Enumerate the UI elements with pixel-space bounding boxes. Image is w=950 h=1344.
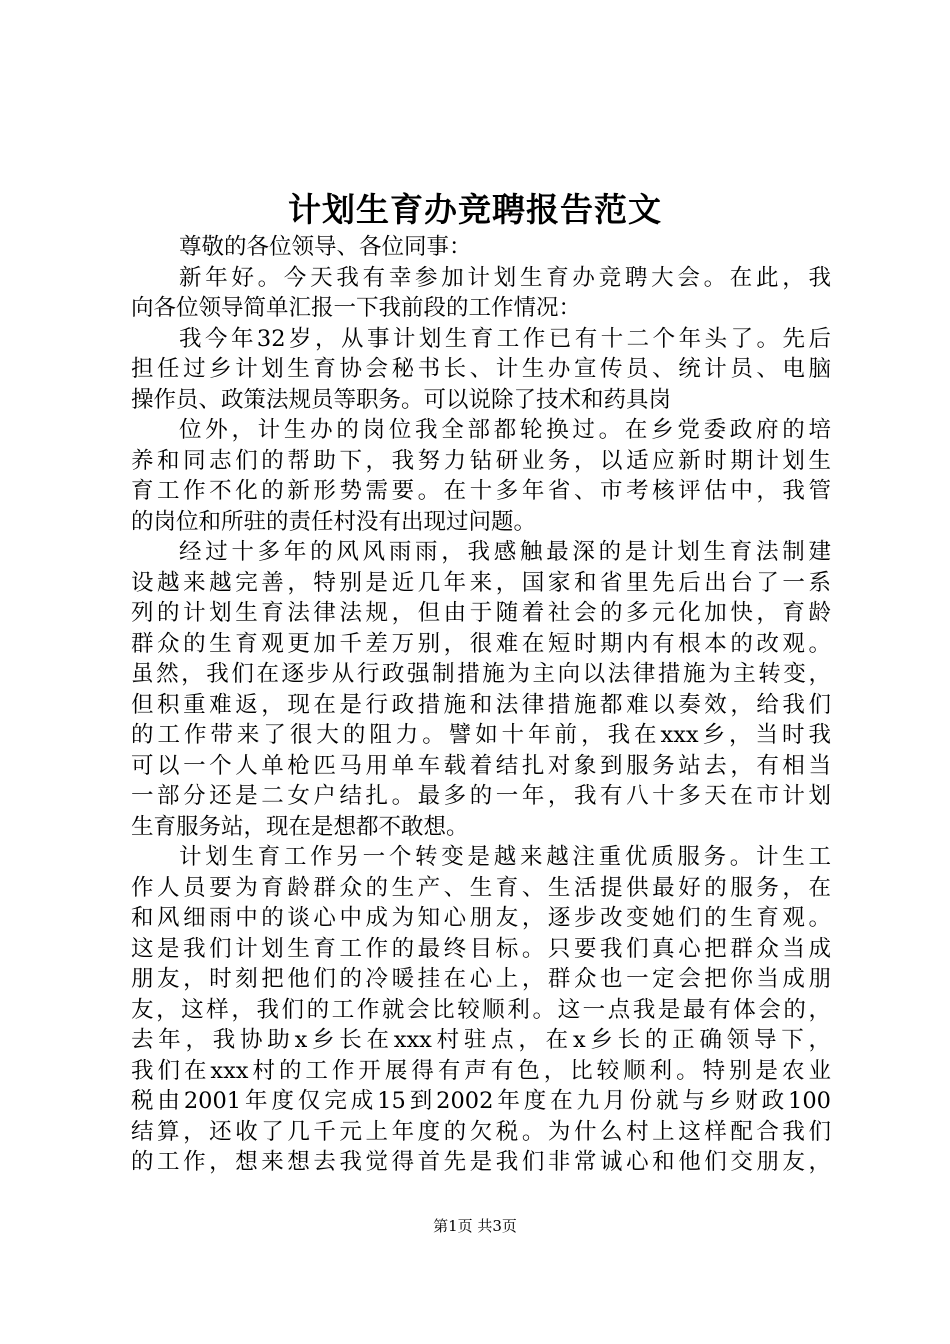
- page-footer: 第1页 共3页: [433, 1217, 517, 1235]
- text-line: 新年好。今天我有幸参加计划生育办竞聘大会。在此，我: [179, 264, 831, 291]
- text-line: 操作员、政策法规员等职务。可以说除了技术和药具岗: [131, 386, 672, 413]
- text-line: 的工作，想来想去我觉得首先是我们非常诚心和他们交朋友，: [131, 1149, 831, 1175]
- text-line: 友，这样，我们的工作就会比较顺利。这一点我是最有体会的，: [131, 996, 831, 1023]
- text-line: 作人员要为育龄群众的生产、生育、生活提供最好的服务，在: [131, 874, 831, 901]
- text-line: 和风细雨中的谈心中成为知心朋友，逐步改变她们的生育观。: [131, 905, 831, 931]
- text-line: 向各位领导简单汇报一下我前段的工作情况：: [131, 295, 582, 321]
- text-line: 尊敬的各位领导、各位同事：: [179, 234, 472, 260]
- text-line: 税由2001年度仅完成15到2002年度在九月份就与乡财政100: [131, 1088, 831, 1114]
- text-line: 一部分还是二女户结扎。最多的一年，我有八十多天在市计划: [131, 783, 831, 809]
- text-line: 列的计划生育法律法规，但由于随着社会的多元化加快，育龄: [131, 600, 831, 626]
- text-line: 的工作带来了很大的阻力。譬如十年前，我在xxx乡，当时我: [131, 722, 831, 748]
- text-line: 位外，计生办的岗位我全部都轮换过。在乡党委政府的培: [179, 417, 831, 443]
- text-line: 养和同志们的帮助下，我努力钻研业务，以适应新时期计划生: [131, 447, 831, 474]
- text-line: 的岗位和所驻的责任村没有出现过问题。: [131, 508, 537, 535]
- document-title: 计划生育办竞聘报告范文: [288, 190, 662, 229]
- text-line: 群众的生育观更加千差万别，很难在短时期内有根本的改观。: [131, 630, 831, 657]
- text-line: 朋友，时刻把他们的冷暖挂在心上，群众也一定会把你当成朋: [131, 966, 831, 992]
- text-line: 生育服务站，现在是想都不敢想。: [131, 813, 469, 840]
- text-line: 经过十多年的风风雨雨，我感触最深的是计划生育法制建: [179, 539, 831, 565]
- text-line: 担任过乡计划生育协会秘书长、计生办宣传员、统计员、电脑: [131, 356, 831, 382]
- text-line: 育工作不化的新形势需要。在十多年省、市考核评估中，我管: [131, 478, 831, 504]
- text-line: 但积重难返，现在是行政措施和法律措施都难以奏效，给我们: [131, 691, 831, 718]
- text-line: 结算，还收了几千元上年度的欠税。为什么村上这样配合我们: [131, 1118, 831, 1145]
- text-line: 可以一个人单枪匹马用单车载着结扎对象到服务站去，有相当: [131, 752, 831, 779]
- text-line: 虽然，我们在逐步从行政强制措施为主向以法律措施为主转变，: [131, 661, 831, 687]
- text-line: 计划生育工作另一个转变是越来越注重优质服务。计生工: [179, 844, 831, 870]
- text-line: 我们在xxx村的工作开展得有声有色，比较顺利。特别是农业: [131, 1057, 831, 1084]
- text-line: 我今年32岁，从事计划生育工作已有十二个年头了。先后: [179, 325, 831, 352]
- text-line: 设越来越完善，特别是近几年来，国家和省里先后出台了一系: [131, 569, 831, 596]
- text-line: 去年，我协助x乡长在xxx村驻点，在x乡长的正确领导下，: [131, 1027, 831, 1053]
- document-body: [131, 232, 831, 1178]
- text-line: 这是我们计划生育工作的最终目标。只要我们真心把群众当成: [131, 935, 831, 962]
